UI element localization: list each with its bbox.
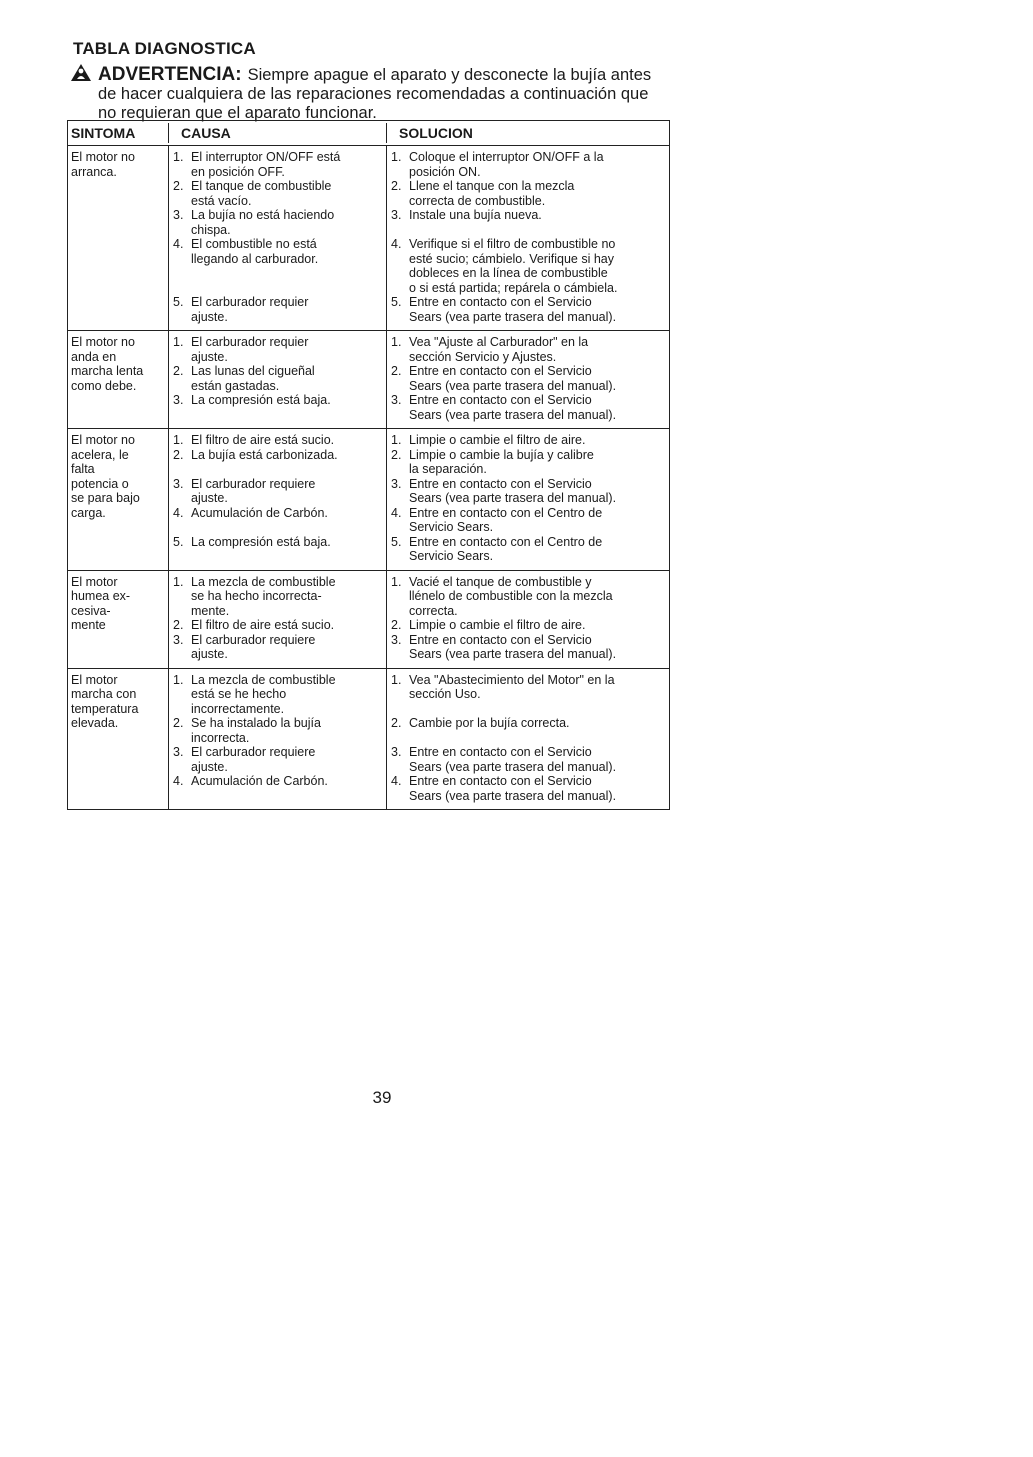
cause-number: 2.	[173, 618, 184, 632]
cause-item	[173, 716, 380, 745]
solution-number: 2.	[391, 179, 402, 193]
solution-text-line: correcta de combustible.	[409, 193, 546, 208]
symptom-cell	[68, 571, 168, 668]
cause-text-line: ajuste.	[191, 759, 228, 774]
header-solucion: SOLUCION	[386, 123, 669, 143]
solution-item	[391, 477, 665, 506]
solution-number: 4.	[391, 505, 402, 520]
cause-text-line: Acumulación de Carbón.	[191, 505, 328, 520]
solution-text-line: Entre en contacto con el Centro de	[409, 505, 603, 520]
solution-number: 1.	[391, 672, 402, 687]
cause-item	[173, 774, 380, 789]
solution-text-line: Limpie o cambie el filtro de aire.	[409, 433, 586, 447]
cause-item	[173, 633, 380, 662]
solution-text-line: sección Servicio y Ajustes.	[409, 349, 557, 364]
symptom-line: El motor no	[71, 150, 135, 164]
solution-text-line: Sears (vea parte trasera del manual).	[409, 788, 617, 803]
solution-text-line: Sears (vea parte trasera del manual).	[409, 491, 617, 505]
symptom-line: se para bajo	[71, 491, 140, 505]
solution-number: 4.	[391, 237, 402, 251]
solution-item	[391, 208, 665, 237]
solution-number: 3.	[391, 632, 402, 647]
solution-text-line: sección Uso.	[409, 687, 481, 701]
cause-number: 2.	[173, 716, 184, 730]
solution-item	[391, 364, 665, 393]
solution-item	[391, 506, 665, 535]
warning-text-line1: Siempre apague el aparato y desconecte la bujía antes	[247, 66, 652, 84]
cause-text-line: están gastadas.	[191, 378, 280, 393]
cause-text-line	[191, 408, 380, 423]
symptom-line: potencia o	[71, 476, 129, 491]
cause-cell	[168, 331, 386, 428]
warning-label: ADVERTENCIA:	[98, 64, 242, 85]
solution-item	[391, 673, 665, 717]
symptom-cell	[68, 669, 168, 810]
symptom-line: falta	[71, 462, 95, 476]
solution-number: 4.	[391, 774, 402, 788]
solution-number: 2.	[391, 364, 402, 378]
solution-item	[391, 774, 665, 803]
solution-text-line: Vea "Ajuste al Carburador" en la	[409, 335, 589, 349]
symptom-line: humea ex-	[71, 589, 131, 603]
solution-cell	[386, 669, 669, 810]
cause-text-line: El carburador requiere	[191, 632, 316, 647]
cause-number: 5.	[173, 534, 184, 549]
cause-item	[173, 150, 380, 179]
symptom-cell	[68, 331, 168, 428]
solution-item	[391, 633, 665, 662]
symptom-line: El motor	[71, 574, 118, 589]
cause-text-line: El carburador requiere	[191, 745, 316, 759]
table-row	[68, 571, 669, 669]
solution-text-line: dobleces en la línea de combustible	[409, 266, 608, 280]
cause-text-line: ajuste.	[191, 309, 228, 324]
solution-item	[391, 535, 665, 564]
cause-text-line: El filtro de aire está sucio.	[191, 433, 335, 447]
cause-text-line: está se he hecho	[191, 687, 287, 701]
cause-text-line: ajuste.	[191, 349, 228, 364]
table-row	[68, 331, 669, 429]
cause-text-line: El combustible no está	[191, 237, 317, 251]
solution-text-line: Entre en contacto con el Servicio	[409, 295, 592, 309]
table-row	[68, 669, 669, 810]
cause-text-line: La bujía no está haciendo	[191, 208, 335, 222]
solution-text-line: correcta.	[409, 603, 458, 618]
solution-number: 1.	[391, 150, 402, 164]
solution-cell	[386, 331, 669, 428]
warning-text-line2: de hacer cualquiera de las reparaciones recomendadas a continuación que	[98, 85, 649, 103]
cause-text-line: El carburador requiere	[191, 476, 316, 491]
solution-text-line	[409, 223, 665, 238]
symptom-line: cesiva-	[71, 603, 111, 618]
cause-item	[173, 618, 380, 633]
cause-item	[173, 433, 380, 448]
solution-item	[391, 716, 665, 745]
solution-text-line: Sears (vea parte trasera del manual).	[409, 378, 617, 393]
cause-text-line: chispa.	[191, 222, 231, 237]
solution-text-line: Entre en contacto con el Servicio	[409, 393, 592, 407]
cause-number: 2.	[173, 179, 184, 193]
table-row	[68, 146, 669, 331]
cause-item	[173, 506, 380, 535]
header-sintoma: SINTOMA	[71, 125, 136, 141]
solution-text-line: Entre en contacto con el Centro de	[409, 534, 603, 549]
solution-text-line: Sears (vea parte trasera del manual).	[409, 647, 617, 661]
cause-text-line: El carburador requier	[191, 295, 309, 309]
cause-text-line: El filtro de aire está sucio.	[191, 618, 335, 632]
solution-number: 1.	[391, 335, 402, 349]
cause-number: 5.	[173, 295, 184, 309]
cause-number: 1.	[173, 335, 184, 349]
cause-text-line: mente.	[191, 603, 230, 618]
symptom-line: El motor no	[71, 335, 135, 349]
solution-number: 2.	[391, 716, 402, 730]
cause-number: 1.	[173, 574, 184, 589]
cause-number: 4.	[173, 237, 184, 251]
cause-text-line	[191, 462, 380, 477]
cause-cell	[168, 571, 386, 668]
solution-text-line: llénelo de combustible con la mezcla	[409, 589, 613, 603]
cause-text-line: El carburador requier	[191, 335, 309, 349]
cause-text-line: Las lunas del cigueñal	[191, 364, 315, 378]
cause-text-line: incorrectamente.	[191, 701, 285, 716]
cause-number: 2.	[173, 447, 184, 462]
cause-number: 3.	[173, 393, 184, 407]
solution-item	[391, 745, 665, 774]
symptom-line: anda en	[71, 349, 117, 364]
cause-item	[173, 364, 380, 393]
page-title: TABLA DIAGNOSTICA	[73, 39, 256, 58]
cause-text-line: La compresión está baja.	[191, 393, 331, 407]
cause-text-line: La mezcla de combustible	[191, 672, 336, 687]
cause-number: 3.	[173, 632, 184, 647]
solution-text-line: Cambie por la bujía correcta.	[409, 716, 570, 730]
solution-text-line: Servicio Sears.	[409, 520, 494, 534]
solution-text-line: Entre en contacto con el Servicio	[409, 364, 592, 378]
solution-text-line: Limpie o cambie el filtro de aire.	[409, 618, 586, 632]
solution-text-line: Vacié el tanque de combustible y	[409, 574, 592, 589]
solution-text-line: Instale una bujía nueva.	[409, 208, 542, 222]
symptom-cell	[68, 429, 168, 570]
solution-number: 1.	[391, 574, 402, 589]
cause-number: 1.	[173, 150, 184, 164]
solution-text-line: Sears (vea parte trasera del manual).	[409, 407, 617, 422]
cause-number: 4.	[173, 505, 184, 520]
solution-text-line: Llene el tanque con la mezcla	[409, 179, 575, 193]
cause-item	[173, 448, 380, 477]
symptom-line: mente	[71, 618, 106, 632]
solution-number: 3.	[391, 476, 402, 491]
solution-cell	[386, 429, 669, 570]
solution-item	[391, 448, 665, 477]
solution-number: 3.	[391, 393, 402, 407]
cause-text-line	[191, 266, 380, 281]
cause-item	[173, 535, 380, 564]
cause-text-line: La compresión está baja.	[191, 534, 331, 549]
solution-text-line: Verifique si el filtro de combustible no	[409, 237, 616, 251]
solution-number: 5.	[391, 295, 402, 309]
symptom-cell	[68, 146, 168, 330]
cause-item	[173, 477, 380, 506]
solution-text-line: esté sucio; cámbielo. Verifique si hay	[409, 251, 614, 266]
solution-item	[391, 179, 665, 208]
symptom-line: elevada.	[71, 716, 119, 730]
cause-item	[173, 237, 380, 295]
table-header	[68, 121, 669, 146]
symptom-line: El motor no	[71, 433, 135, 447]
solution-text-line	[409, 702, 665, 717]
cause-item	[173, 208, 380, 237]
cause-text-line	[191, 281, 380, 296]
cause-text-line: se ha hecho incorrecta-	[191, 589, 322, 603]
cause-number: 1.	[173, 672, 184, 687]
diagnostic-table	[67, 120, 670, 810]
header-causa: CAUSA	[168, 123, 386, 143]
cause-cell	[168, 429, 386, 570]
symptom-line: temperatura	[71, 701, 139, 716]
cause-item	[173, 335, 380, 364]
cause-text-line: El tanque de combustible	[191, 179, 332, 193]
symptom-line: carga.	[71, 505, 106, 520]
cause-item	[173, 673, 380, 717]
symptom-line: El motor	[71, 672, 118, 687]
cause-item	[173, 745, 380, 774]
solution-number: 3.	[391, 745, 402, 759]
solution-text-line: posición ON.	[409, 164, 481, 179]
cause-text-line: El interruptor ON/OFF está	[191, 150, 341, 164]
solution-text-line: o si está partida; repárela o cámbiela.	[409, 280, 618, 295]
solution-number: 2.	[391, 447, 402, 462]
symptom-line: acelera, le	[71, 447, 129, 462]
cause-text-line: ajuste.	[191, 647, 228, 661]
page-number: 39	[372, 1088, 392, 1107]
solution-text-line	[409, 731, 665, 746]
cause-item	[173, 575, 380, 619]
table-body	[68, 146, 669, 809]
solution-text-line: la separación.	[409, 462, 487, 476]
cause-text-line: La bujía está carbonizada.	[191, 447, 338, 462]
solution-item	[391, 393, 665, 422]
solution-number: 3.	[391, 208, 402, 222]
cause-text-line: incorrecta.	[191, 730, 250, 745]
solution-text-line: Entre en contacto con el Servicio	[409, 476, 592, 491]
solution-number: 1.	[391, 433, 402, 447]
warning-text-line3: no requieran que el aparato funcionar.	[98, 104, 377, 122]
solution-item	[391, 295, 665, 324]
symptom-line: marcha lenta	[71, 364, 144, 378]
solution-text-line: Sears (vea parte trasera del manual).	[409, 759, 617, 774]
solution-text-line: Entre en contacto con el Servicio	[409, 774, 592, 788]
cause-text-line: La mezcla de combustible	[191, 574, 336, 589]
solution-text-line: Limpie o cambie la bujía y calibre	[409, 447, 594, 462]
cause-item	[173, 179, 380, 208]
cause-text-line	[191, 520, 380, 535]
solution-text-line: Sears (vea parte trasera del manual).	[409, 309, 617, 324]
cause-number: 4.	[173, 774, 184, 788]
solution-cell	[386, 571, 669, 668]
solution-item	[391, 237, 665, 295]
solution-text-line: Vea "Abastecimiento del Motor" en la	[409, 672, 615, 687]
cause-number: 3.	[173, 476, 184, 491]
solution-item	[391, 575, 665, 619]
cause-text-line	[191, 549, 380, 564]
solution-item	[391, 150, 665, 179]
symptom-line: marcha con	[71, 687, 137, 701]
solution-item	[391, 433, 665, 448]
solution-cell	[386, 146, 669, 330]
cause-number: 2.	[173, 364, 184, 378]
table-row	[68, 429, 669, 571]
warning-triangle-icon	[70, 63, 92, 81]
solution-text-line: Entre en contacto con el Servicio	[409, 632, 592, 647]
solution-text-line: Entre en contacto con el Servicio	[409, 745, 592, 759]
cause-text-line: llegando al carburador.	[191, 251, 319, 266]
cause-item	[173, 393, 380, 422]
symptom-line: como debe.	[71, 378, 137, 393]
solution-text-line: Servicio Sears.	[409, 549, 494, 563]
solution-number: 2.	[391, 618, 402, 632]
warning-block	[70, 61, 670, 123]
solution-text-line: Coloque el interruptor ON/OFF a la	[409, 150, 604, 164]
cause-text-line: Acumulación de Carbón.	[191, 774, 328, 788]
symptom-line: arranca.	[71, 164, 117, 179]
cause-text-line: ajuste.	[191, 491, 228, 505]
cause-cell	[168, 146, 386, 330]
cause-text-line: está vacío.	[191, 193, 252, 208]
cause-text-line: Se ha instalado la bujía	[191, 716, 321, 730]
solution-number: 5.	[391, 534, 402, 549]
cause-number: 1.	[173, 433, 184, 447]
cause-item	[173, 295, 380, 324]
cause-cell	[168, 669, 386, 810]
solution-item	[391, 618, 665, 633]
solution-item	[391, 335, 665, 364]
cause-text-line: en posición OFF.	[191, 164, 285, 179]
cause-number: 3.	[173, 745, 184, 759]
cause-number: 3.	[173, 208, 184, 222]
